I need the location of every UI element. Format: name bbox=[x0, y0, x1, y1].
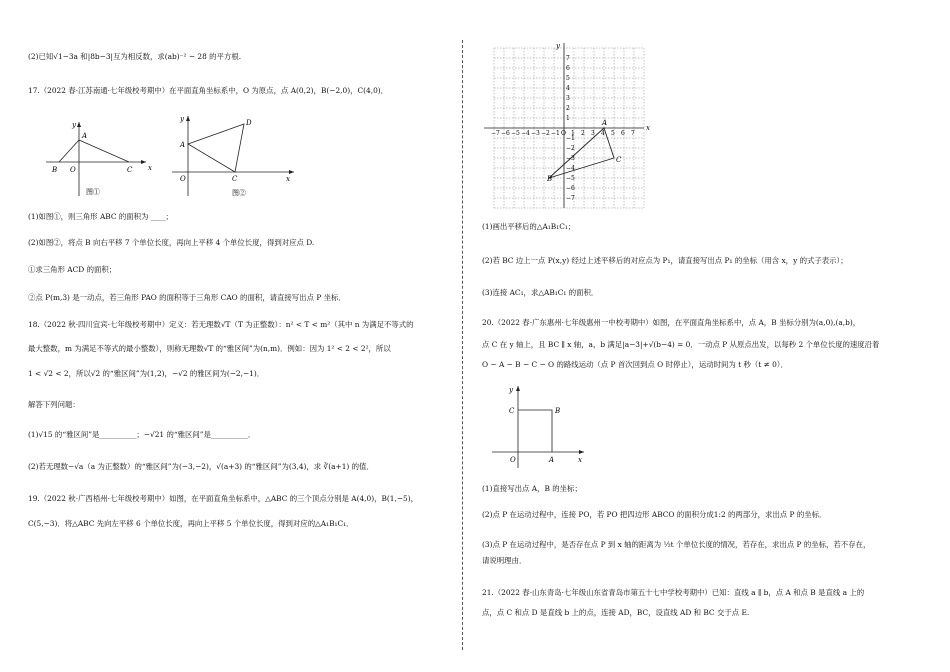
q20-part3: (3)点 P 在运动过程中，是否存在点 P 到 x 轴的距离为 ½t 个单位长度的情况，若存在，求出点 P 的坐标，若不存在， bbox=[482, 540, 871, 549]
q20-part1: (1)直接写出点 A，B 的坐标； bbox=[482, 484, 582, 493]
grid-y-tick: 2 bbox=[566, 105, 570, 112]
grid-y-tick: 1 bbox=[566, 115, 570, 122]
column-divider bbox=[462, 40, 463, 650]
grid-x-label: x bbox=[646, 124, 650, 132]
q19-part1: (1)画出平移后的△A₁B₁C₁； bbox=[482, 222, 576, 231]
grid-y-tick: −3 bbox=[566, 155, 575, 162]
grid-y-label: y bbox=[556, 42, 560, 50]
grid-x-tick: 7 bbox=[631, 130, 635, 137]
y-axis-label-2: y bbox=[180, 115, 184, 123]
q17-part1: (1)如图①，则三角形 ABC 的面积为 ____； bbox=[28, 212, 173, 221]
grid-point-a: A bbox=[602, 119, 608, 127]
q19-part2: (2)若 BC 边上一点 P(x,y) 经过上述平移后的对应点为 P₁，请直接写出点 P₁ 的坐标（用含 x，y 的式子表示）； bbox=[482, 256, 848, 265]
q20-part2: (2)点 P 在运动过程中，连接 PO，若 PO 把四边形 ABCO 的面积分成1:2 的两部分，求出点 P 的坐标． bbox=[482, 510, 827, 519]
q18-line2: 最大整数，m 为满足不等式的最小整数），则称无理数√T 的“雅区间”为(n,m)．例如：因为 1² < 2 < 2²，所以 bbox=[28, 344, 391, 353]
grid-x-tick: 2 bbox=[581, 130, 585, 137]
q19-heading: 19.（2022 秋·广西梧州·七年级校考期中）如图，在平面直角坐标系中，△ABC 的三个顶点分别是 A(4,0)，B(1,−5)， bbox=[28, 494, 419, 503]
y-axis-label-3: y bbox=[509, 386, 513, 394]
grid-x-tick: 4 bbox=[601, 130, 605, 137]
x-axis-label: x bbox=[148, 164, 152, 172]
q16-part2: (2)已知√1−3a 和|8b−3|互为相反数，求(ab)⁻² − 28 的平方根. bbox=[28, 52, 242, 61]
grid-y-tick: 7 bbox=[566, 55, 570, 62]
point-d-label: D bbox=[246, 119, 252, 127]
point-c-label: C bbox=[127, 166, 133, 174]
point-c-label-3: C bbox=[509, 407, 515, 415]
origin-label: O bbox=[70, 166, 76, 174]
q20-line2: 点 C 在 y 轴上，且 BC ∥ x 轴，a，b 满足|a−3|+√(b−4) = 0．一动点 P 从原点出发，以每秒 2 个单位长度的速度沿着 bbox=[482, 340, 880, 349]
grid-point-b: B bbox=[547, 175, 553, 183]
q21-line2: 点，点 C 和点 D 是直线 b 上的点，连接 AD，BC，设直线 AD 和 BC 交于点 E. bbox=[482, 608, 750, 617]
grid-y-tick: −7 bbox=[566, 195, 575, 202]
grid-x-tick: O bbox=[561, 130, 566, 137]
q17-part2: (2)如图②，将点 B 向右平移 7 个单位长度，再向上平移 4 个单位长度，得到对应点 D. bbox=[28, 238, 315, 247]
q19-part3: (3)连接 AC₁，求△AB₁C₁ 的面积． bbox=[482, 288, 599, 297]
point-b-label: B bbox=[52, 166, 58, 174]
figure-q20 bbox=[490, 382, 590, 470]
q20-part3b: 请说明理由． bbox=[482, 556, 527, 565]
grid-y-tick: 3 bbox=[566, 95, 570, 102]
q18-line3: 1 < √2 < 2，所以√2 的“雅区间”为(1,2)，−√2 的雅区间为(−2,−1)． bbox=[28, 369, 265, 378]
x-axis-label-2: x bbox=[286, 175, 290, 183]
q18-part2: (2)若无理数−√a（a 为正整数）的“雅区间”为(−3,−2)，√(a+3) 的“雅区间”为(3,4)，求 ∛(a+1) 的值． bbox=[28, 462, 374, 471]
grid-x-tick: −5 bbox=[511, 130, 520, 137]
figure-1 bbox=[42, 118, 152, 200]
q18-part1: (1)√15 的“雅区间”是__________；−√21 的“雅区间”是__________． bbox=[28, 430, 256, 439]
grid-figure bbox=[484, 40, 654, 210]
q17-heading: 17.（2022 春·江苏南通·七年级校考期中）在平面直角坐标系中，O 为原点，点 A(0,2)，B(−2,0)，C(4,0)． bbox=[28, 86, 389, 95]
point-a-label: A bbox=[82, 132, 88, 140]
grid-x-tick: 3 bbox=[591, 130, 595, 137]
grid-y-tick: 6 bbox=[566, 65, 570, 72]
grid-x-tick: 6 bbox=[621, 130, 625, 137]
point-a-label-2: A bbox=[180, 141, 186, 149]
point-a-label-3: A bbox=[549, 456, 555, 464]
figure-1-caption: 图① bbox=[86, 188, 100, 196]
q17-part2a: ①求三角形 ACD 的面积； bbox=[28, 265, 117, 274]
point-c-label-2: C bbox=[232, 175, 238, 183]
grid-x-tick: 1 bbox=[571, 130, 575, 137]
y-axis-label: y bbox=[72, 121, 76, 129]
grid-y-tick: 4 bbox=[566, 85, 570, 92]
grid-point-c: C bbox=[616, 156, 622, 164]
grid-x-tick: −3 bbox=[531, 130, 540, 137]
grid-y-tick: −1 bbox=[566, 135, 575, 142]
x-axis-label-3: x bbox=[578, 456, 582, 464]
figure-2 bbox=[168, 112, 298, 200]
q19-line2: C(5,−3)．将△ABC 先向左平移 6 个单位长度，再向上平移 5 个单位长度，得到对应的△A₁B₁C₁． bbox=[28, 519, 354, 528]
origin-label-2: O bbox=[180, 175, 186, 183]
origin-label-3: O bbox=[510, 456, 516, 464]
grid-y-tick: −2 bbox=[566, 145, 575, 152]
grid-x-tick: −2 bbox=[541, 130, 550, 137]
point-b-label-3: B bbox=[555, 407, 561, 415]
grid-y-tick: −6 bbox=[566, 185, 575, 192]
grid-x-tick: −6 bbox=[501, 130, 510, 137]
grid-y-tick: −5 bbox=[566, 175, 575, 182]
grid-y-tick: 5 bbox=[566, 75, 570, 82]
grid-x-tick: 5 bbox=[611, 130, 615, 137]
grid-x-tick: −1 bbox=[551, 130, 560, 137]
q17-part2b: ②点 P(m,3) 是一动点，若三角形 PAO 的面积等于三角形 CAO 的面积，请直接写出点 P 坐标． bbox=[28, 293, 346, 302]
grid-y-tick: −4 bbox=[566, 165, 575, 172]
figure-2-caption: 图② bbox=[232, 189, 246, 197]
q20-heading: 20.（2022 春·广东惠州·七年级惠州一中校考期中）如图，在平面直角坐标系中，点 A，B 坐标分别为(a,0),(a,b)， bbox=[482, 318, 861, 327]
q21-heading: 21.（2022 春·山东青岛·七年级山东省青岛市第五十七中学校考期中）已知：直线 a ∥ b，点 A 和点 B 是直线 a 上的 bbox=[482, 588, 865, 597]
grid-x-tick: −7 bbox=[491, 130, 500, 137]
grid-x-tick: −4 bbox=[521, 130, 530, 137]
q18-heading: 18.（2022 秋·四川宜宾·七年级校考期中）定义：若无理数√T（T 为正整数）：n² < T < m²（其中 n 为满足不等式的 bbox=[28, 320, 414, 329]
q18-solve: 解答下列问题： bbox=[28, 400, 80, 409]
q20-line3: O − A − B − C − O 的路线运动（点 P 首次回到点 O 时停止），运动时间为 t 秒（t ≠ 0）． bbox=[482, 360, 788, 369]
